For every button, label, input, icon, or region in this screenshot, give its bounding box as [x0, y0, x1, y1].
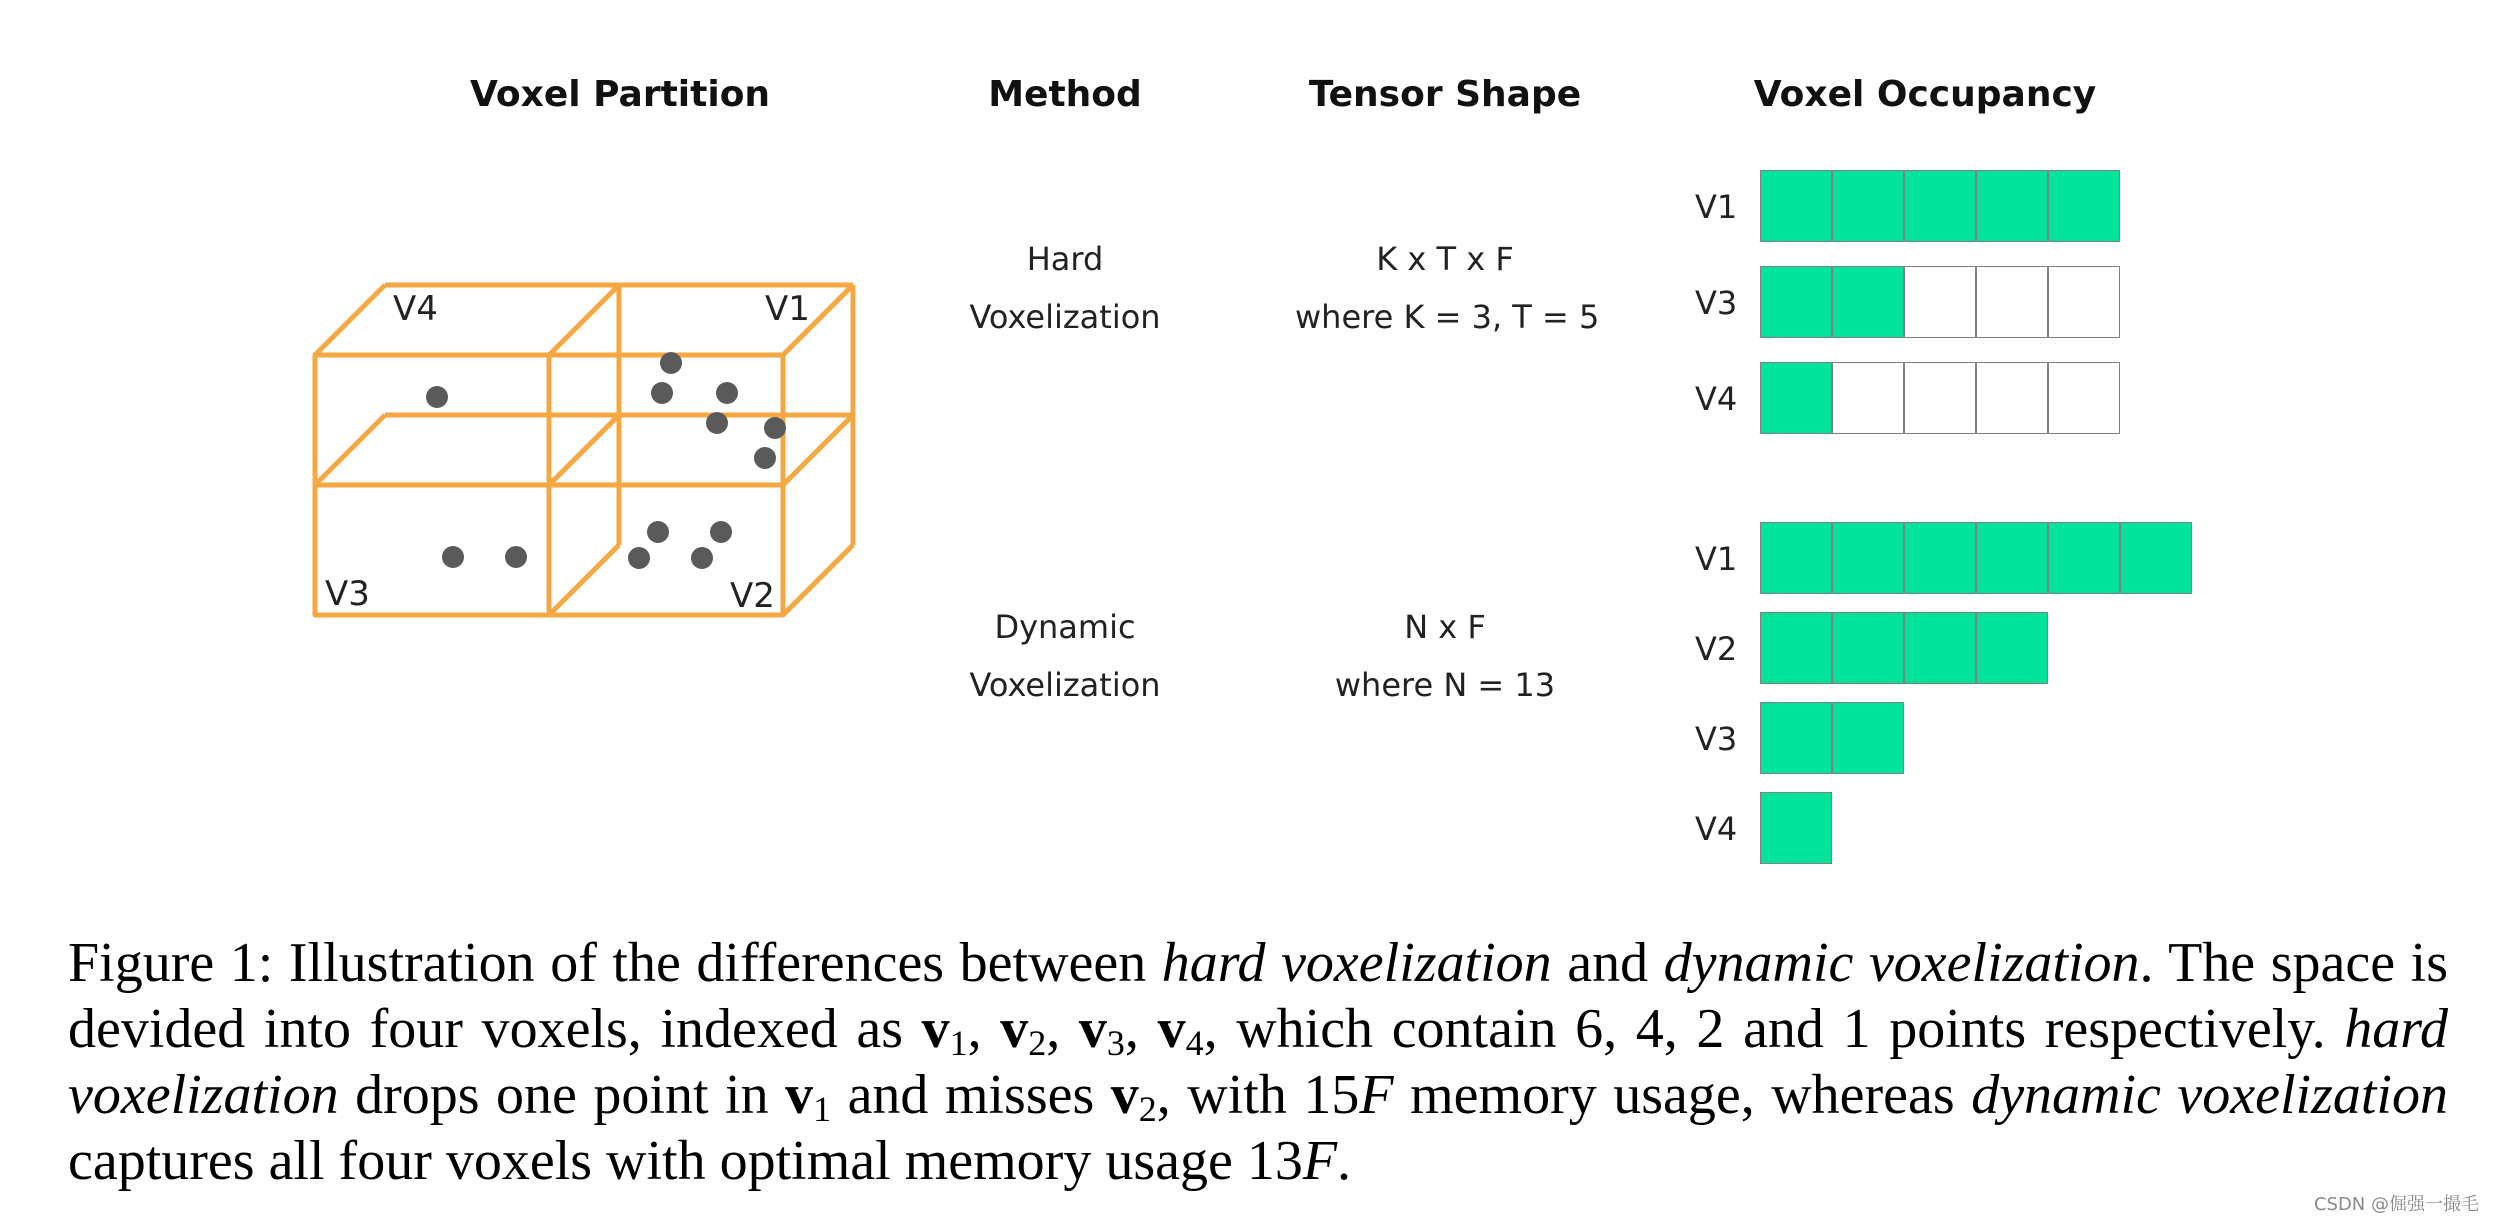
occupied-cell	[1976, 522, 2048, 594]
empty-cell	[2048, 362, 2120, 434]
occupancy-row-hard	[1760, 170, 2120, 244]
point	[764, 417, 786, 439]
shape-hard	[1295, 230, 1600, 346]
occupied-cell	[1976, 612, 2048, 684]
occupied-cell	[1760, 266, 1832, 338]
point	[710, 521, 732, 543]
shape-dynamic	[1295, 598, 1595, 714]
occupied-cell	[1832, 612, 1904, 684]
point	[691, 547, 713, 569]
occupied-cell	[1904, 612, 1976, 684]
occupancy-label: V3	[1695, 720, 1738, 758]
occupied-cell	[1760, 612, 1832, 684]
occupancy-row-dynamic	[1760, 702, 1904, 776]
header-voxel-occupancy: Voxel Occupancy	[1753, 74, 2097, 115]
method-hard-line2: Voxelization	[969, 298, 1161, 336]
shape-hard-line1: K x T x F	[1376, 240, 1514, 278]
empty-cell	[1904, 266, 1976, 338]
figure-caption: Figure 1: Illustration of the differences between hard voxelization and dynamic voxelization. The space is devided into four voxels, indexed as $v_1$, $v_2$, $v_3$, $v_4$, which contain 6, 4, 2 and 1 points respectively. hard voxelization drops one point in $v_1$ and misses $v_2$, with 15F memory usage, whereas dynamic voxelization captures all four voxels with optimal memory usage 13F.	[68, 932, 2449, 1192]
occupancy-label: V2	[1695, 630, 1738, 668]
occupied-cell	[1904, 170, 1976, 242]
occupancy-label: V3	[1695, 284, 1738, 322]
occupancy-label: V4	[1695, 810, 1738, 848]
method-hard-line1: Hard	[1026, 240, 1104, 278]
voxel-label-v4: V4	[393, 289, 438, 329]
point	[505, 546, 527, 568]
empty-cell	[1976, 362, 2048, 434]
occupied-cell	[2120, 522, 2192, 594]
shape-hard-line2: where K = 3, T = 5	[1295, 298, 1600, 336]
occupied-cell	[1760, 170, 1832, 242]
point	[754, 447, 776, 469]
occupied-cell	[1760, 522, 1832, 594]
method-dynamic-line2: Voxelization	[969, 666, 1161, 704]
occupancy-label: V1	[1695, 540, 1738, 578]
occupancy-row-dynamic	[1760, 522, 2192, 596]
empty-cell	[1904, 362, 1976, 434]
point	[706, 412, 728, 434]
empty-cell	[1832, 362, 1904, 434]
occupied-cell	[1760, 362, 1832, 434]
occupied-cell	[1832, 522, 1904, 594]
header-voxel-partition: Voxel Partition	[470, 74, 771, 115]
occupied-cell	[1832, 702, 1904, 774]
occupancy-row-dynamic	[1760, 612, 2048, 686]
occupancy-row-dynamic	[1760, 792, 1832, 866]
point	[426, 386, 448, 408]
occupied-cell	[1976, 170, 2048, 242]
occupied-cell	[1832, 170, 1904, 242]
occupancy-label: V1	[1695, 188, 1738, 226]
voxel-label-v3: V3	[325, 574, 370, 614]
occupied-cell	[1760, 702, 1832, 774]
point	[442, 546, 464, 568]
occupied-cell	[2048, 522, 2120, 594]
shape-dynamic-line2: where N = 13	[1334, 666, 1556, 704]
occupancy-label: V4	[1695, 380, 1738, 418]
voxel-partition-diagram	[300, 270, 880, 630]
empty-cell	[2048, 266, 2120, 338]
empty-cell	[1976, 266, 2048, 338]
voxel-label-v1: V1	[765, 289, 810, 329]
method-dynamic	[960, 598, 1170, 714]
header-method: Method	[988, 74, 1142, 115]
occupancy-row-hard	[1760, 266, 2120, 340]
point	[647, 521, 669, 543]
occupied-cell	[1832, 266, 1904, 338]
occupied-cell	[1760, 792, 1832, 864]
occupancy-row-hard	[1760, 362, 2120, 436]
watermark: CSDN @倔强一撮毛	[2313, 1194, 2479, 1215]
voxel-points	[426, 352, 786, 569]
header-tensor-shape: Tensor Shape	[1308, 74, 1582, 115]
point	[628, 547, 650, 569]
occupied-cell	[2048, 170, 2120, 242]
shape-dynamic-line1: N x F	[1404, 608, 1486, 646]
point	[651, 382, 673, 404]
voxel-label-v2: V2	[730, 576, 775, 616]
point	[660, 352, 682, 374]
point	[716, 382, 738, 404]
method-hard	[960, 230, 1170, 346]
occupied-cell	[1904, 522, 1976, 594]
method-dynamic-line1: Dynamic	[994, 608, 1136, 646]
